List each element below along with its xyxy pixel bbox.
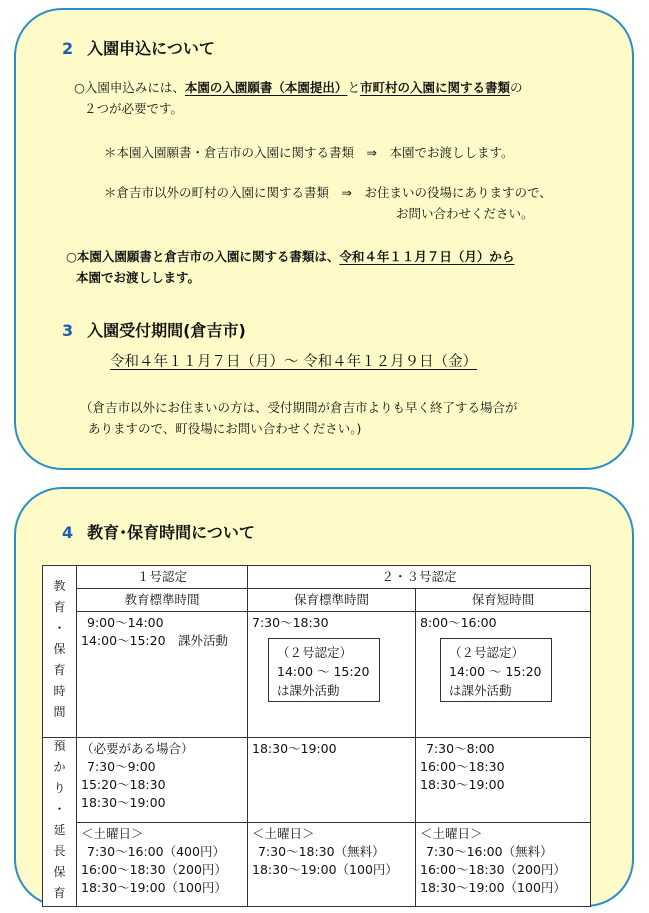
header-cert23: ２・３号認定 — [248, 566, 591, 589]
row-label-extended-care — [43, 738, 77, 907]
row2-col1: （必要がある場合） 7:30～9:00 15:20～18:30 18:30～19:00 — [77, 738, 248, 823]
subheader-edu-std: 教育標準時間 — [77, 589, 248, 612]
row-label-char: か — [53, 760, 66, 774]
section2-distribution: ○本園入園願書と倉吉市の入園に関する書類は、令和４年１１月７日（月）から — [66, 249, 515, 264]
section2-heading — [62, 36, 215, 59]
col2-note-box: （２号認定） 14:00 ～ 15:20 は課外活動 — [268, 638, 380, 702]
row-label-char: 育 — [53, 663, 66, 677]
row-label-char: 保 — [53, 865, 66, 879]
row-label-char: り — [53, 781, 66, 795]
row-label-char: 保 — [53, 642, 66, 656]
section2-bullet2-cont: お問い合わせください。 — [396, 206, 534, 221]
section4-number: 4 — [62, 523, 74, 542]
row1-col2: 7:30～18:30 （２号認定） 14:00 ～ 15:20 は課外活動 — [248, 612, 416, 738]
section2-bullet1: ＊本園入園願書・倉吉市の入園に関する書類 ⇒ 本園でお渡しします。 — [104, 145, 514, 160]
row3-col1: ＜土曜日＞ 7:30～16:00（400円） 16:00～18:30（200円） 18:30～19:00（100円） — [77, 822, 248, 907]
row-label-char: 延 — [53, 823, 66, 837]
section3-note-line1: （倉吉市以外にお住まいの方は、受付期間が倉吉市よりも早く終了する場合が — [80, 400, 518, 415]
subheader-care-short: 保育短時間 — [416, 589, 591, 612]
row3-col3: ＜土曜日＞ 7:30～16:00（無料） 16:00～18:30（200円） 18:30～19:00（100円） — [416, 822, 591, 907]
section3-heading — [62, 318, 246, 341]
section2-intro-line1: ○入園申込みには、本園の入園願書（本園提出）と市町村の入園に関する書類の — [74, 80, 523, 95]
row2-col3: 7:30～8:00 16:00～18:30 18:30～19:00 — [416, 738, 591, 823]
row2-col2: 18:30～19:00 — [248, 738, 416, 823]
section2-bullet2: ＊倉吉市以外の町村の入園に関する書類 ⇒ お住まいの役場にありますので、 — [104, 185, 552, 200]
row-label-char: 長 — [53, 844, 66, 858]
row-label-char: 間 — [53, 705, 66, 719]
section2-number: 2 — [62, 39, 74, 58]
row-label-char: 預 — [53, 739, 66, 753]
section4-heading — [62, 520, 255, 543]
row-label-char: ・ — [53, 802, 66, 816]
section2-title: 入園申込について — [87, 39, 215, 58]
doc-application-form: 本園の入園願書（本園提出） — [184, 80, 348, 95]
row2-label-chars — [43, 738, 76, 902]
row-label-char: ・ — [53, 621, 66, 635]
subheader-care-std: 保育標準時間 — [248, 589, 416, 612]
section3-note-line2: ありますので、町役場にお問い合わせください。) — [88, 421, 362, 436]
application-period: 令和４年１１月７日（月）～ 令和４年１２月９日（金） — [110, 354, 478, 370]
section4-title: 教育･保育時間について — [87, 523, 255, 542]
doc-municipal-papers: 市町村の入園に関する書類 — [359, 80, 510, 95]
section3-title: 入園受付期間(倉吉市) — [87, 321, 246, 340]
row1-label-chars — [43, 578, 76, 721]
row-label-education-care — [43, 566, 77, 738]
row-label-char: 教 — [53, 579, 66, 593]
row1-col1: 9:00～14:00 14:00～15:20 課外活動 — [77, 612, 248, 738]
row-label-char: 育 — [53, 886, 66, 900]
row-label-char: 育 — [53, 600, 66, 614]
distribution-start-date: 令和４年１１月７日（月）から — [339, 249, 515, 264]
section2-intro-line2: ２つが必要です。 — [84, 101, 184, 116]
col3-note-box: （２号認定） 14:00 ～ 15:20 は課外活動 — [440, 638, 552, 702]
row1-col3: 8:00～16:00 （２号認定） 14:00 ～ 15:20 は課外活動 — [416, 612, 591, 738]
row3-col2: ＜土曜日＞ 7:30～18:30（無料） 18:30～19:00（100円） — [248, 822, 416, 907]
row-label-char: 時 — [53, 684, 66, 698]
schedule-table — [42, 565, 591, 907]
section3-number: 3 — [62, 321, 74, 340]
section2-distribution-line2: 本園でお渡しします。 — [76, 270, 201, 285]
header-cert1: １号認定 — [77, 566, 248, 589]
